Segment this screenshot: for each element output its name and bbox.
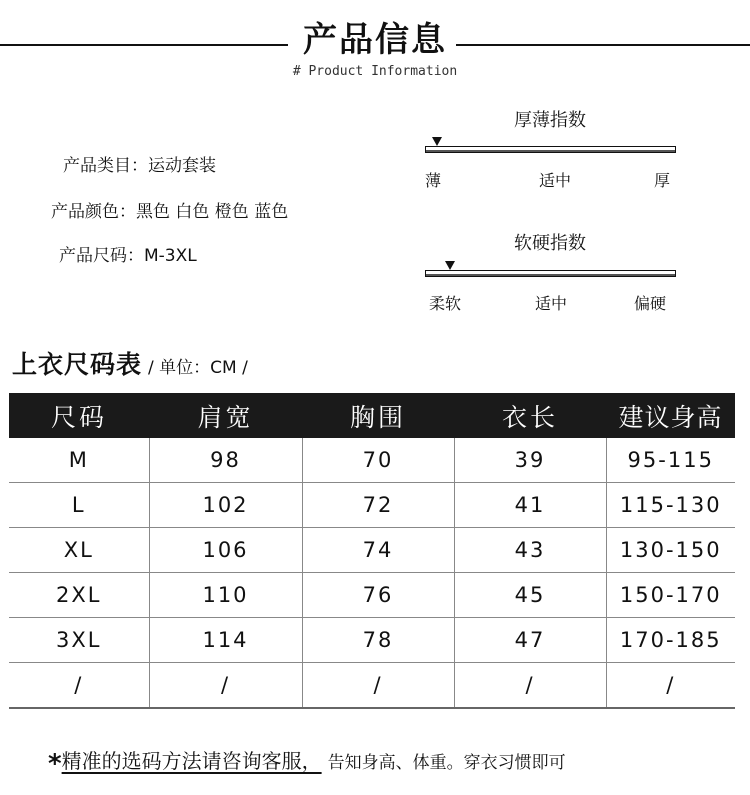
cell-chest: 78: [302, 618, 454, 663]
cell-height: 130-150: [606, 528, 735, 573]
cell-length: 47: [454, 618, 606, 663]
cell-shoulder: 102: [149, 483, 302, 528]
softness-label-mid: 适中: [535, 294, 568, 313]
cell-chest: /: [302, 663, 454, 709]
softness-bar: [425, 270, 676, 277]
cell-size: L: [9, 483, 149, 528]
softness-label-hard: 偏硬: [634, 294, 667, 313]
page-subtitle: # Product Information: [292, 64, 458, 79]
cell-length: 43: [454, 528, 606, 573]
asterisk-icon: *: [48, 749, 62, 779]
cell-length: 45: [454, 573, 606, 618]
header-length: 衣长: [454, 393, 606, 438]
header-chest: 胸围: [302, 393, 454, 438]
product-sizes: 产品尺码：M-3XL: [59, 246, 197, 266]
size-chart-heading: [12, 345, 248, 381]
cell-length: 41: [454, 483, 606, 528]
header-shoulder: 肩宽: [149, 393, 302, 438]
cell-height: 150-170: [606, 573, 735, 618]
thickness-label-thin: 薄: [425, 171, 442, 190]
cell-shoulder: 114: [149, 618, 302, 663]
table-row: [9, 618, 735, 663]
table-row: [9, 438, 735, 483]
softness-label-soft: 柔软: [429, 294, 462, 313]
cell-shoulder: 98: [149, 438, 302, 483]
cell-shoulder: /: [149, 663, 302, 709]
thickness-label-mid: 适中: [539, 171, 572, 190]
header-size: 尺码: [9, 393, 149, 438]
cell-chest: 74: [302, 528, 454, 573]
cell-height: /: [606, 663, 735, 709]
cell-size: /: [9, 663, 149, 709]
thickness-bar: [425, 146, 676, 153]
softness-title: 软硬指数: [514, 233, 586, 254]
cell-chest: 70: [302, 438, 454, 483]
footnote-rest: 告知身高、体重。穿衣习惯即可: [327, 753, 566, 773]
cell-size: XL: [9, 528, 149, 573]
table-row: [9, 573, 735, 618]
cell-shoulder: 110: [149, 573, 302, 618]
table-row: [9, 528, 735, 573]
header-height: 建议身高: [606, 393, 735, 438]
size-table: [9, 393, 735, 709]
cell-height: 95-115: [606, 438, 735, 483]
cell-height: 170-185: [606, 618, 735, 663]
cell-size: M: [9, 438, 149, 483]
footnote-main: 精准的选码方法请咨询客服，: [61, 749, 322, 773]
table-row: [9, 483, 735, 528]
size-chart-title: 上衣尺码表: [12, 350, 143, 379]
cell-length: /: [454, 663, 606, 709]
footnote: [48, 745, 566, 779]
table-row: [9, 663, 735, 709]
cell-height: 115-130: [606, 483, 735, 528]
thickness-marker: [432, 137, 442, 146]
cell-size: 3XL: [9, 618, 149, 663]
cell-length: 39: [454, 438, 606, 483]
cell-chest: 72: [302, 483, 454, 528]
page-title: 产品信息: [303, 20, 447, 60]
cell-shoulder: 106: [149, 528, 302, 573]
product-colors: 产品颜色：黑色 白色 橙色 蓝色: [51, 202, 289, 222]
thickness-label-thick: 厚: [654, 171, 671, 190]
table-header-row: [9, 393, 735, 438]
thickness-title: 厚薄指数: [514, 110, 586, 131]
cell-chest: 76: [302, 573, 454, 618]
size-chart-unit: / 单位：CM /: [148, 358, 248, 378]
cell-size: 2XL: [9, 573, 149, 618]
softness-marker: [445, 261, 455, 270]
product-category: 产品类目：运动套装: [63, 156, 216, 176]
